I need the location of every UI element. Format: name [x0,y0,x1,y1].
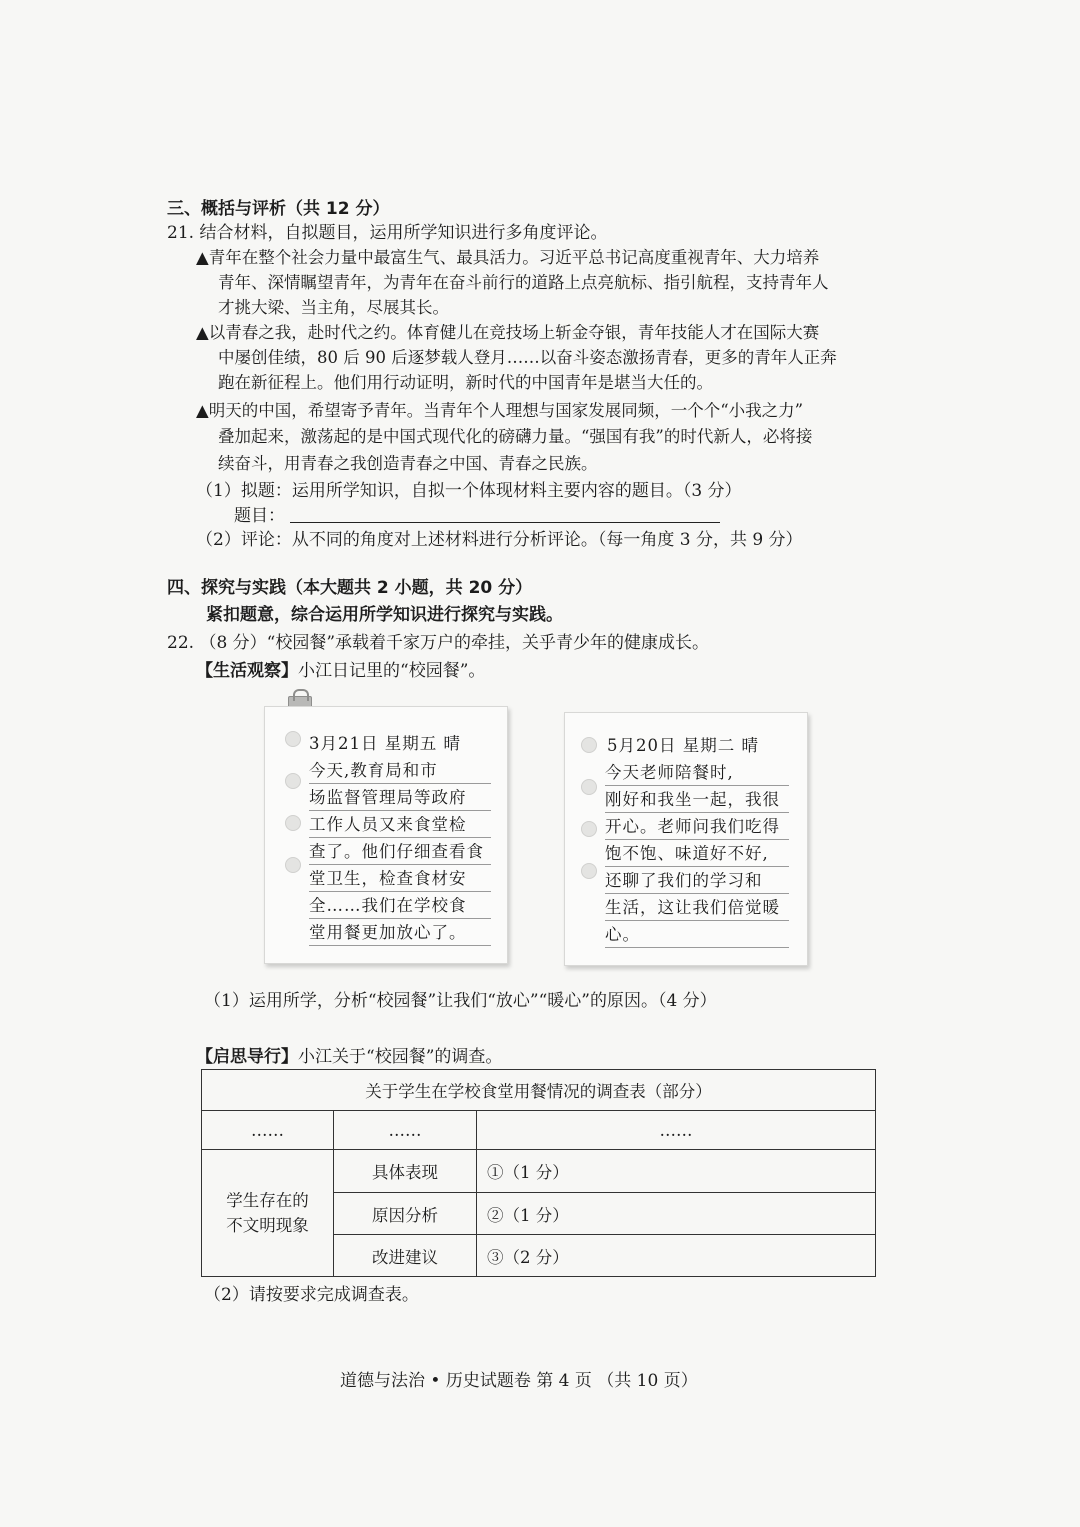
survey-row-item: 原因分析 [334,1193,477,1235]
diary1-line: 全……我们在学校食 [309,896,467,915]
material-1-line-3: 才挑大梁、当主角，尽展其长。 [218,298,449,317]
material-2-line-1: ▲以青春之我，赴时代之约。体育健儿在竞技场上斩金夺银，青年技能人才在国际大赛 [196,323,820,342]
diary2-rule [605,893,789,894]
material-3-line-2: 叠加起来，激荡起的是中国式现代化的磅礴力量。“强国有我”的时代新人，必将接 [218,427,813,446]
survey-table-caption: 关于学生在学校食堂用餐情况的调查表（部分） [202,1070,876,1111]
q22-sub2: （2）请按要求完成调查表。 [204,1285,419,1305]
survey-row-item: 具体表现 [334,1150,477,1193]
title-answer-line[interactable] [290,522,720,523]
survey-group-label [202,1150,334,1277]
binder-hole-icon [581,821,597,837]
q21-stem: 21. 结合材料，自拟题目，运用所学知识进行多角度评论。 [167,223,608,243]
diary2-line: 心。 [605,925,640,944]
material-2-line-3: 跑在新征程上。他们用行动证明，新时代的中国青年是堪当大任的。 [218,373,713,392]
binder-hole-icon [581,779,597,795]
page-footer: 道德与法治 • 历史试题卷 第 4 页 （共 10 页） [340,1371,698,1391]
material-1-line-2: 青年、深情瞩望青年，为青年在奋斗前行的道路上点亮航标、指引航程，支持青年人 [218,273,829,292]
inspire-guide-tag: 【启思导行】 [196,1047,298,1067]
diary2-line: 生活，这让我们倍觉暖 [605,898,780,917]
material-3-line-3: 续奋斗，用青春之我创造青春之中国、青春之民族。 [218,454,598,473]
binder-hole-icon [285,857,301,873]
section4-heading: 四、探究与实践（本大题共 2 小题，共 20 分） [167,578,533,598]
binder-hole-icon [285,731,301,747]
survey-table-ellipsis: …… [202,1111,334,1150]
inspire-guide-text: 小江关于“校园餐”的调查。 [298,1047,503,1067]
material-1-line-1: ▲青年在整个社会力量中最富生气、最具活力。习近平总书记高度重视青年、大力培养 [196,248,820,267]
diary1-line: 查了。他们仔细查看食 [309,842,484,861]
survey-answer-cell-1[interactable]: ①（1 分） [477,1150,876,1193]
diary2-rule [605,920,789,921]
binder-hole-icon [285,773,301,789]
diary1-rule [309,837,491,838]
survey-table [201,1069,876,1277]
material-3-line-1: ▲明天的中国，希望寄予青年。当青年个人理想与国家发展同频，一个个“小我之力” [196,401,804,420]
diary1-rule [309,864,491,865]
diary1-line: 堂用餐更加放心了。 [309,923,467,942]
diary2-rule [605,839,789,840]
q22-stem: 22. （8 分）“校园餐”承载着千家万户的牵挂，关乎青少年的健康成长。 [167,633,710,653]
diary1-rule [309,945,491,946]
q22-sub1: （1）运用所学，分析“校园餐”让我们“放心”“暖心”的原因。（4 分） [204,991,717,1011]
diary2-line: 今天老师陪餐时, [605,763,734,782]
inspire-guide [196,1045,502,1069]
binder-hole-icon [285,815,301,831]
life-observation-tag: 【生活观察】 [196,661,298,681]
material-2-line-2: 中屡创佳绩，80 后 90 后逐梦载人登月……以奋斗姿态激扬青春，更多的青年人正奔 [218,348,837,367]
q21-sub2: （2）评论：从不同的角度对上述材料进行分析评论。（每一角度 3 分，共 9 分） [196,530,803,550]
diary1-rule [309,810,491,811]
diary1-date: 3月21日 星期五 晴 [309,734,461,753]
section4-instruction: 紧扣题意，综合运用所学知识进行探究与实践。 [206,605,563,625]
survey-table-ellipsis: …… [334,1111,477,1150]
q21-sub1: （1）拟题：运用所学知识，自拟一个体现材料主要内容的题目。（3 分） [196,481,742,501]
diary-card-2 [564,712,808,966]
section3-heading: 三、概括与评析（共 12 分） [167,199,390,219]
diary1-line: 堂卫生，检查食材安 [309,869,467,888]
survey-group-label-line-1: 学生存在的 [226,1191,309,1210]
life-observation-text: 小江日记里的“校园餐”。 [298,661,486,681]
diary1-line: 场监督管理局等政府 [309,788,467,807]
diary1-rule [309,918,491,919]
diary2-line: 饱不饱、味道好不好, [605,844,769,863]
diary2-line: 开心。老师问我们吃得 [605,817,780,836]
survey-table-ellipsis: …… [477,1111,876,1150]
life-observation [196,659,485,683]
diary2-rule [605,785,789,786]
diary1-rule [309,891,491,892]
diary1-rule [309,783,491,784]
diary1-line: 工作人员又来食堂检 [309,815,467,834]
survey-answer-cell-3[interactable]: ③（2 分） [477,1235,876,1277]
binder-hole-icon [581,863,597,879]
binder-hole-icon [581,737,597,753]
diary-card-1 [264,706,508,964]
diary2-date: 5月20日 星期二 晴 [607,736,759,755]
diary2-line: 刚好和我坐一起，我很 [605,790,780,809]
diary1-line: 今天,教育局和市 [309,761,438,780]
title-label: 题目： [234,506,285,526]
diary2-line: 还聊了我们的学习和 [605,871,763,890]
diary2-rule [605,812,789,813]
diary2-rule [605,947,789,948]
survey-group-label-line-2: 不文明现象 [226,1216,309,1235]
diary2-rule [605,866,789,867]
survey-answer-cell-2[interactable]: ②（1 分） [477,1193,876,1235]
survey-row-item: 改进建议 [334,1235,477,1277]
